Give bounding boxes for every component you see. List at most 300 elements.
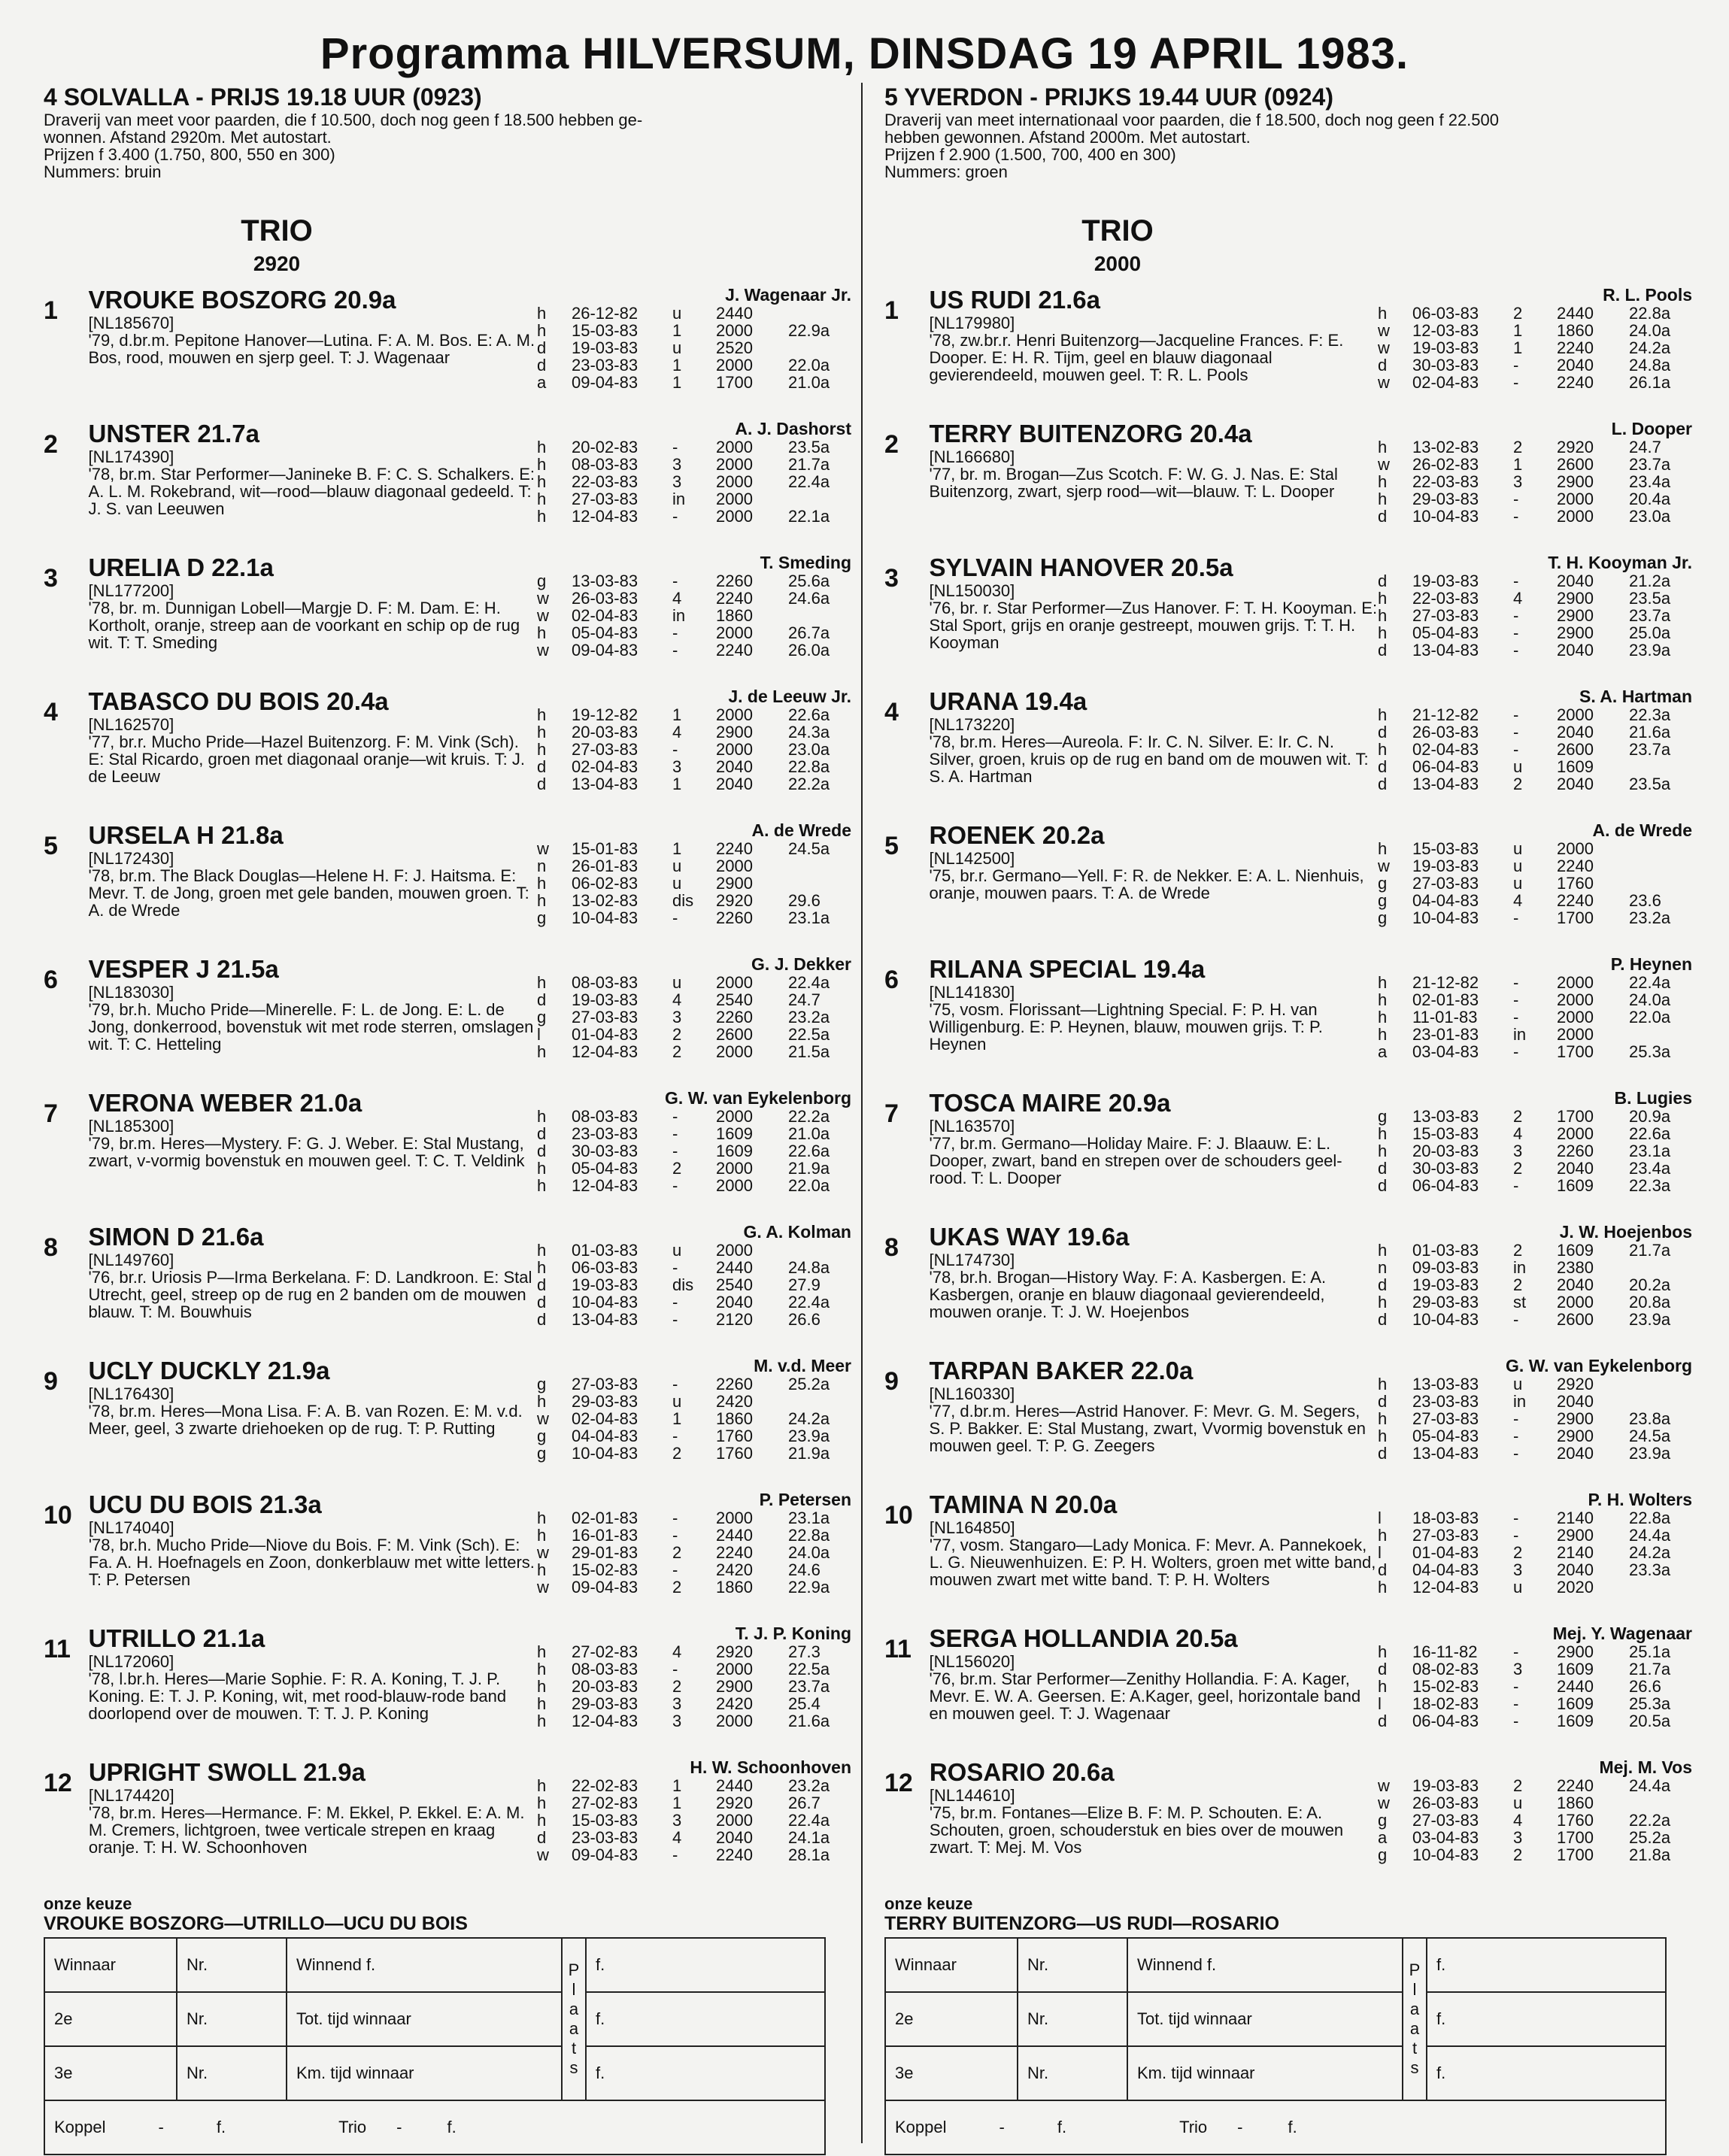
form-line: [537, 706, 856, 723]
form-date: 08-02-83: [1412, 1660, 1479, 1678]
form-distance: 2420: [716, 1392, 753, 1411]
form-track: h: [1378, 606, 1388, 625]
form-track: h: [1378, 589, 1388, 608]
form-distance: 2260: [716, 1375, 753, 1393]
race-header: [44, 83, 856, 214]
form-date: 02-04-83: [572, 757, 639, 776]
horse-name: UPRIGHT SWOLL 21.9a: [88, 1758, 366, 1786]
form-track: d: [1378, 572, 1388, 590]
form-distance: 2000: [1557, 1293, 1594, 1311]
form-time: 21.5a: [788, 1042, 830, 1061]
form-time: 26.0a: [788, 641, 830, 660]
trio-amount: f.: [447, 2118, 457, 2136]
form-place: 2: [1513, 1159, 1523, 1178]
form-track: h: [1378, 1578, 1388, 1597]
form-time: 23.9a: [1629, 641, 1671, 660]
horse-registration: [NL142500]: [929, 849, 1015, 868]
horse-info: [72, 955, 537, 1089]
horse-number: 10: [884, 1501, 913, 1530]
horse-name: TABASCO DU BOIS 20.4a: [88, 687, 389, 715]
form-date: 03-04-83: [1412, 1828, 1479, 1847]
form-date: 12-04-83: [572, 507, 639, 526]
horse-driver: Mej. Y. Wagenaar: [1552, 1624, 1692, 1643]
form-line: [1378, 339, 1697, 356]
horse-entry: [44, 553, 856, 687]
form-time: 22.2a: [1629, 1811, 1671, 1830]
form-time: 24.3a: [788, 723, 830, 741]
horse-registration: [NL174730]: [929, 1251, 1015, 1269]
form-track: g: [1378, 874, 1388, 893]
horse-number: 5: [884, 832, 899, 860]
form-track: h: [1378, 1124, 1388, 1143]
horse-entry: [44, 821, 856, 955]
form-line: [1378, 490, 1697, 508]
horse-registration: [NL141830]: [929, 983, 1015, 1002]
form-place: st: [1513, 1293, 1527, 1311]
horse-name: UTRILLO 21.1a: [88, 1624, 265, 1652]
form-date: 09-04-83: [572, 1845, 639, 1864]
horse-pedigree: '75, br.r. Germano—Yell. F: R. de Nekker. E: A. L. Nienhuis, oranje, mouwen paars. T: A. de Wrede: [929, 866, 1364, 902]
form-distance: 2440: [1557, 1677, 1594, 1696]
form-line: [537, 840, 856, 857]
form-track: h: [537, 1677, 547, 1696]
horse-number: 11: [44, 1635, 71, 1663]
form-distance: 2000: [1557, 1008, 1594, 1026]
form-date: 15-02-83: [572, 1560, 639, 1579]
form-distance: 2600: [1557, 1310, 1594, 1329]
form-track: d: [1378, 757, 1388, 776]
horse-form: [537, 1624, 856, 1758]
form-date: 13-04-83: [572, 1310, 639, 1329]
form-track: d: [537, 1293, 547, 1311]
form-line: [1378, 1846, 1697, 1863]
form-time: 28.1a: [788, 1845, 830, 1864]
form-time: 24.0a: [1629, 990, 1671, 1009]
form-track: d: [537, 1142, 547, 1160]
form-time: 25.1a: [1629, 1642, 1671, 1661]
form-place: -: [672, 641, 678, 660]
horse-driver: H. W. Schoonhoven: [690, 1758, 851, 1777]
form-track: h: [537, 455, 547, 474]
form-time: 23.5a: [1629, 589, 1671, 608]
form-distance: 1860: [1557, 1794, 1594, 1812]
form-line: [537, 875, 856, 892]
keuze-label: onze keuze: [44, 1894, 132, 1913]
form-track: d: [1378, 1560, 1388, 1579]
trio-label: TRIO: [241, 214, 313, 247]
horse-pedigree: '77, br. m. Brogan—Zus Scotch. F: W. G. J. Nas. E: Stal Buitenzorg, zwart, sjerp rood—wit—blauw. T: L. Dooper: [929, 465, 1338, 501]
trio-dash: -: [1237, 2118, 1243, 2136]
form-date: 19-03-83: [1412, 857, 1479, 875]
form-place: 1: [672, 373, 682, 392]
form-time: 24.2a: [788, 1409, 830, 1428]
form-time: 26.1a: [1629, 373, 1671, 392]
form-time: 24.0a: [788, 1543, 830, 1562]
form-date: 11-01-83: [1412, 1008, 1478, 1026]
form-line: [537, 1410, 856, 1427]
form-date: 22-03-83: [572, 472, 639, 491]
form-distance: 1760: [716, 1427, 753, 1445]
form-time: 22.0a: [1629, 1008, 1671, 1026]
horse-form: [537, 1490, 856, 1624]
horse-entry: [44, 1490, 856, 1624]
form-date: 09-03-83: [1412, 1258, 1479, 1277]
form-distance: 2600: [1557, 740, 1594, 759]
horse-info: [72, 286, 537, 420]
horse-number: 2: [884, 430, 899, 459]
horse-info: [913, 1490, 1378, 1624]
horse-driver: P. H. Wolters: [1588, 1490, 1692, 1509]
form-track: h: [537, 1560, 547, 1579]
race-column-left: [44, 83, 856, 2155]
form-place: -: [1513, 740, 1519, 759]
horse-name: UCLY DUCKLY 21.9a: [88, 1357, 330, 1384]
race-conditions: Draverij van meet internationaal voor paarden, die f 18.500, doch nog geen f 22.500 hebben gewonnen. Afstand 2000m. Met autostart. Prijzen f 2.900 (1.500, 700, 400 en 300) Nummers: groen: [884, 111, 1499, 181]
form-line: [537, 456, 856, 473]
form-place: u: [672, 1241, 682, 1260]
form-place: 2: [1513, 775, 1523, 793]
form-place: 4: [672, 1642, 682, 1661]
form-distance: 2040: [1557, 641, 1594, 660]
horse-entry: [884, 955, 1697, 1089]
form-date: 01-03-83: [572, 1241, 639, 1260]
form-place: u: [672, 1392, 682, 1411]
form-distance: 2000: [716, 1712, 753, 1730]
result-field-label: Tot. tijd winnaar: [1127, 1992, 1403, 2046]
horse-number: 4: [884, 698, 899, 726]
result-field-label: Winnend f.: [1127, 1938, 1403, 1992]
form-date: 30-03-83: [1412, 356, 1479, 374]
horse-number: 2: [44, 430, 58, 459]
plaats-letter: l: [1412, 1980, 1417, 1999]
form-track: h: [1378, 705, 1388, 724]
horse-entry: [44, 1357, 856, 1490]
horse-name: SIMON D 21.6a: [88, 1223, 264, 1251]
horse-pedigree: '78, zw.br.r. Henri Buitenzorg—Jacqueline Frances. F: E. Dooper. E: H. R. Tijm, geel en blauw diagonaal gevierendeeld, mouwen geel. T: R. L. Pools: [929, 331, 1344, 384]
form-place: u: [672, 304, 682, 323]
form-date: 19-03-83: [1412, 338, 1479, 357]
form-date: 12-04-83: [572, 1042, 639, 1061]
horse-form: [537, 1357, 856, 1490]
form-date: 10-04-83: [1412, 507, 1479, 526]
form-date: 22-03-83: [1412, 589, 1479, 608]
result-position: Winnaar: [44, 1938, 177, 1992]
form-line: [1378, 641, 1697, 659]
form-line: [1378, 991, 1697, 1008]
horse-entry: [44, 1758, 856, 1892]
horse-form: [537, 955, 856, 1089]
horse-number: 11: [884, 1635, 912, 1663]
result-field-label: Winnend f.: [287, 1938, 562, 1992]
horse-form: [1378, 1624, 1697, 1758]
horse-form: [1378, 1490, 1697, 1624]
form-distance: 2000: [716, 973, 753, 992]
form-time: [788, 339, 856, 356]
form-time: 22.8a: [1629, 1509, 1671, 1527]
form-line: [1378, 1712, 1697, 1730]
form-time: 21.7a: [788, 455, 830, 474]
form-place: 2: [672, 1444, 682, 1463]
horse-driver: R. L. Pools: [1603, 286, 1692, 305]
form-track: h: [1378, 740, 1388, 759]
form-line: [1378, 857, 1697, 875]
form-time: 22.5a: [788, 1025, 830, 1044]
form-distance: 2900: [1557, 589, 1594, 608]
form-time: [1629, 875, 1697, 892]
form-line: [1378, 508, 1697, 525]
form-time: 29.6: [788, 891, 821, 910]
horse-registration: [NL156020]: [929, 1652, 1015, 1671]
form-date: 27-03-83: [572, 1375, 639, 1393]
form-line: [537, 1427, 856, 1445]
form-line: [1378, 1375, 1697, 1393]
form-line: [537, 1643, 856, 1660]
horse-pedigree: '79, br.m. Heres—Mystery. F: G. J. Weber. E: Stal Mustang, zwart, v-vormig bovenstuk en mouwen geel. T: C. T. Veldink: [88, 1134, 525, 1170]
form-track: h: [537, 438, 547, 456]
form-place: -: [672, 438, 678, 456]
form-track: n: [1378, 1258, 1388, 1277]
form-line: [1378, 1108, 1697, 1125]
form-place: -: [1513, 1310, 1519, 1329]
form-line: [1378, 1242, 1697, 1259]
horse-name: TARPAN BAKER 22.0a: [929, 1357, 1194, 1384]
form-line: [537, 1026, 856, 1043]
form-distance: 2260: [716, 1008, 753, 1026]
form-line: [537, 1578, 856, 1596]
result-position: 2e: [885, 1992, 1018, 2046]
form-place: -: [672, 1427, 678, 1445]
form-time: 21.6a: [1629, 723, 1671, 741]
form-line: [537, 339, 856, 356]
horse-driver: A. de Wrede: [1592, 821, 1692, 840]
form-distance: 2000: [1557, 507, 1594, 526]
horse-number: 5: [44, 832, 58, 860]
form-distance: 1700: [1557, 908, 1594, 927]
horse-info: [913, 553, 1378, 687]
form-time: [788, 607, 856, 624]
form-distance: 1700: [1557, 1828, 1594, 1847]
trio-bet-label: Trio: [338, 2118, 367, 2136]
form-place: 4: [672, 1828, 682, 1847]
form-track: h: [537, 1660, 547, 1678]
form-track: d: [537, 1310, 547, 1329]
result-nr-label: Nr.: [1018, 1938, 1127, 1992]
form-track: a: [1378, 1042, 1388, 1061]
form-time: 21.9a: [788, 1159, 830, 1178]
form-date: 13-03-83: [1412, 1375, 1479, 1393]
form-line: [1378, 909, 1697, 926]
form-time: 24.5a: [788, 839, 830, 858]
horse-number: 7: [44, 1099, 58, 1128]
form-place: u: [1513, 874, 1523, 893]
result-field-label: Km. tijd winnaar: [287, 2046, 562, 2100]
form-date: 01-03-83: [1412, 1241, 1479, 1260]
horse-pedigree: '78, br.m. Heres—Hermance. F: M. Ekkel, P. Ekkel. E: A. M. M. Cremers, lichtgroen, twee verticale strepen en kraag oranje. T: H. W. Schoonhoven: [88, 1803, 525, 1857]
form-track: h: [1378, 1375, 1388, 1393]
form-distance: 2240: [716, 1543, 753, 1562]
result-nr-label: Nr.: [177, 1938, 287, 1992]
horse-name: RILANA SPECIAL 19.4a: [929, 955, 1206, 983]
horse-driver: G. W. van Eykelenborg: [1506, 1357, 1692, 1375]
plaats-letter: a: [569, 2019, 579, 2038]
horse-driver: B. Lugies: [1614, 1089, 1692, 1108]
form-distance: 2000: [716, 1660, 753, 1678]
form-place: -: [1513, 490, 1519, 508]
form-date: 19-03-83: [1412, 1776, 1479, 1795]
form-date: 27-03-83: [572, 1008, 639, 1026]
form-date: 02-04-83: [572, 606, 639, 625]
form-track: l: [1378, 1543, 1382, 1562]
horse-name: TOSCA MAIRE 20.9a: [929, 1089, 1171, 1117]
form-place: 2: [672, 1159, 682, 1178]
form-track: h: [537, 507, 547, 526]
horse-name: UNSTER 21.7a: [88, 420, 259, 447]
form-distance: 2240: [1557, 338, 1594, 357]
form-distance: 2440: [716, 1258, 753, 1277]
horse-form: [537, 553, 856, 687]
form-track: w: [537, 641, 549, 660]
horse-entry: [44, 1624, 856, 1758]
form-line: [537, 1177, 856, 1194]
horse-registration: [NL174420]: [88, 1786, 174, 1805]
form-line: [1378, 1643, 1697, 1660]
form-place: 4: [1513, 1811, 1523, 1830]
form-distance: 2040: [1557, 1275, 1594, 1294]
form-line: [1378, 974, 1697, 991]
form-date: 29-03-83: [1412, 1293, 1479, 1311]
form-time: 22.5a: [788, 1660, 830, 1678]
koppel-amount: f.: [1057, 2118, 1067, 2136]
form-line: [1378, 892, 1697, 909]
form-track: h: [1378, 1025, 1388, 1044]
form-time: 22.8a: [1629, 304, 1671, 323]
form-distance: 2040: [1557, 1392, 1594, 1411]
form-time: 22.4a: [788, 472, 830, 491]
form-distance: 1609: [716, 1142, 753, 1160]
form-time: 25.6a: [788, 572, 830, 590]
form-date: 22-03-83: [1412, 472, 1479, 491]
horse-entry: [44, 955, 856, 1089]
form-date: 10-04-83: [572, 1444, 639, 1463]
form-line: [1378, 723, 1697, 741]
form-distance: 2040: [716, 757, 753, 776]
form-track: a: [1378, 1828, 1388, 1847]
form-place: -: [672, 908, 678, 927]
form-place: u: [672, 874, 682, 893]
form-date: 10-04-83: [1412, 1845, 1479, 1864]
form-time: 26.6: [788, 1310, 821, 1329]
form-line: [537, 1043, 856, 1060]
form-distance: 2240: [1557, 373, 1594, 392]
horse-name: UKAS WAY 19.6a: [929, 1223, 1130, 1251]
form-distance: 2600: [716, 1025, 753, 1044]
form-line: [537, 1259, 856, 1276]
result-row-bets: [44, 2100, 825, 2154]
form-place: 4: [672, 990, 682, 1009]
form-date: 20-03-83: [572, 723, 639, 741]
horse-list: [884, 286, 1697, 1892]
form-line: [1378, 1026, 1697, 1043]
form-line: [1378, 741, 1697, 758]
form-time: [1629, 1026, 1697, 1043]
form-date: 26-03-83: [572, 589, 639, 608]
form-distance: 2240: [1557, 1776, 1594, 1795]
form-time: 22.2a: [788, 1107, 830, 1126]
form-time: 23.4a: [1629, 472, 1671, 491]
form-place: dis: [672, 1275, 694, 1294]
trio-label: TRIO: [1081, 214, 1154, 247]
form-date: 16-01-83: [572, 1526, 639, 1545]
form-place: 1: [672, 1409, 682, 1428]
form-track: w: [537, 606, 549, 625]
form-time: 23.1a: [1629, 1142, 1671, 1160]
form-line: [537, 1509, 856, 1527]
form-distance: 2240: [1557, 891, 1594, 910]
form-line: [1378, 1276, 1697, 1293]
form-track: d: [537, 990, 547, 1009]
form-date: 13-04-83: [572, 775, 639, 793]
form-time: 23.7a: [1629, 455, 1671, 474]
horse-info: [72, 1624, 537, 1758]
form-time: 23.9a: [788, 1427, 830, 1445]
form-time: 23.0a: [788, 740, 830, 759]
form-place: -: [1513, 973, 1519, 992]
form-track: h: [537, 874, 547, 893]
form-date: 29-03-83: [1412, 490, 1479, 508]
form-time: 23.9a: [1629, 1444, 1671, 1463]
form-place: 1: [672, 705, 682, 724]
form-line: [537, 1276, 856, 1293]
form-time: 22.4a: [788, 973, 830, 992]
horse-pedigree: '78, br.m. Heres—Mona Lisa. F: A. B. van Rozen. E: M. v.d. Meer, geel, 3 zwarte driehoeken op de rug. T: P. Rutting: [88, 1402, 523, 1438]
form-place: -: [672, 1509, 678, 1527]
form-time: 21.9a: [788, 1444, 830, 1463]
form-time: 24.4a: [1629, 1776, 1671, 1795]
form-line: [1378, 624, 1697, 641]
form-distance: 2000: [716, 1811, 753, 1830]
form-place: 2: [1513, 1776, 1523, 1795]
horse-registration: [NL174390]: [88, 447, 174, 466]
form-line: [537, 1829, 856, 1846]
form-date: 23-03-83: [1412, 1392, 1479, 1411]
form-line: [537, 322, 856, 339]
horse-form: [1378, 955, 1697, 1089]
form-line: [537, 1678, 856, 1695]
form-date: 15-03-83: [1412, 839, 1479, 858]
form-date: 19-03-83: [572, 338, 639, 357]
form-distance: 1609: [1557, 1241, 1594, 1260]
form-place: u: [1513, 1794, 1523, 1812]
form-date: 05-04-83: [572, 1159, 639, 1178]
form-date: 30-03-83: [1412, 1159, 1479, 1178]
form-date: 02-04-83: [1412, 373, 1479, 392]
form-distance: 2040: [1557, 572, 1594, 590]
horse-pedigree: '76, br. r. Star Performer—Zus Hanover. F: T. H. Kooyman. E: Stal Sport, grijs en oranje gestreept, mouwen grijs. T: T. H. Kooyman: [929, 599, 1378, 652]
form-track: h: [537, 1042, 547, 1061]
form-place: 2: [672, 1025, 682, 1044]
form-distance: 2440: [716, 304, 753, 323]
form-place: -: [1513, 1694, 1519, 1713]
form-time: 25.0a: [1629, 623, 1671, 642]
form-date: 27-03-83: [572, 490, 639, 508]
form-place: 3: [672, 1712, 682, 1730]
form-line: [537, 1527, 856, 1544]
form-place: 3: [672, 472, 682, 491]
form-time: 23.6: [1629, 891, 1661, 910]
our-choice: TERRY BUITENZORG—US RUDI—ROSARIO: [884, 1913, 1280, 1934]
form-track: h: [1378, 1427, 1388, 1445]
form-line: [537, 775, 856, 793]
